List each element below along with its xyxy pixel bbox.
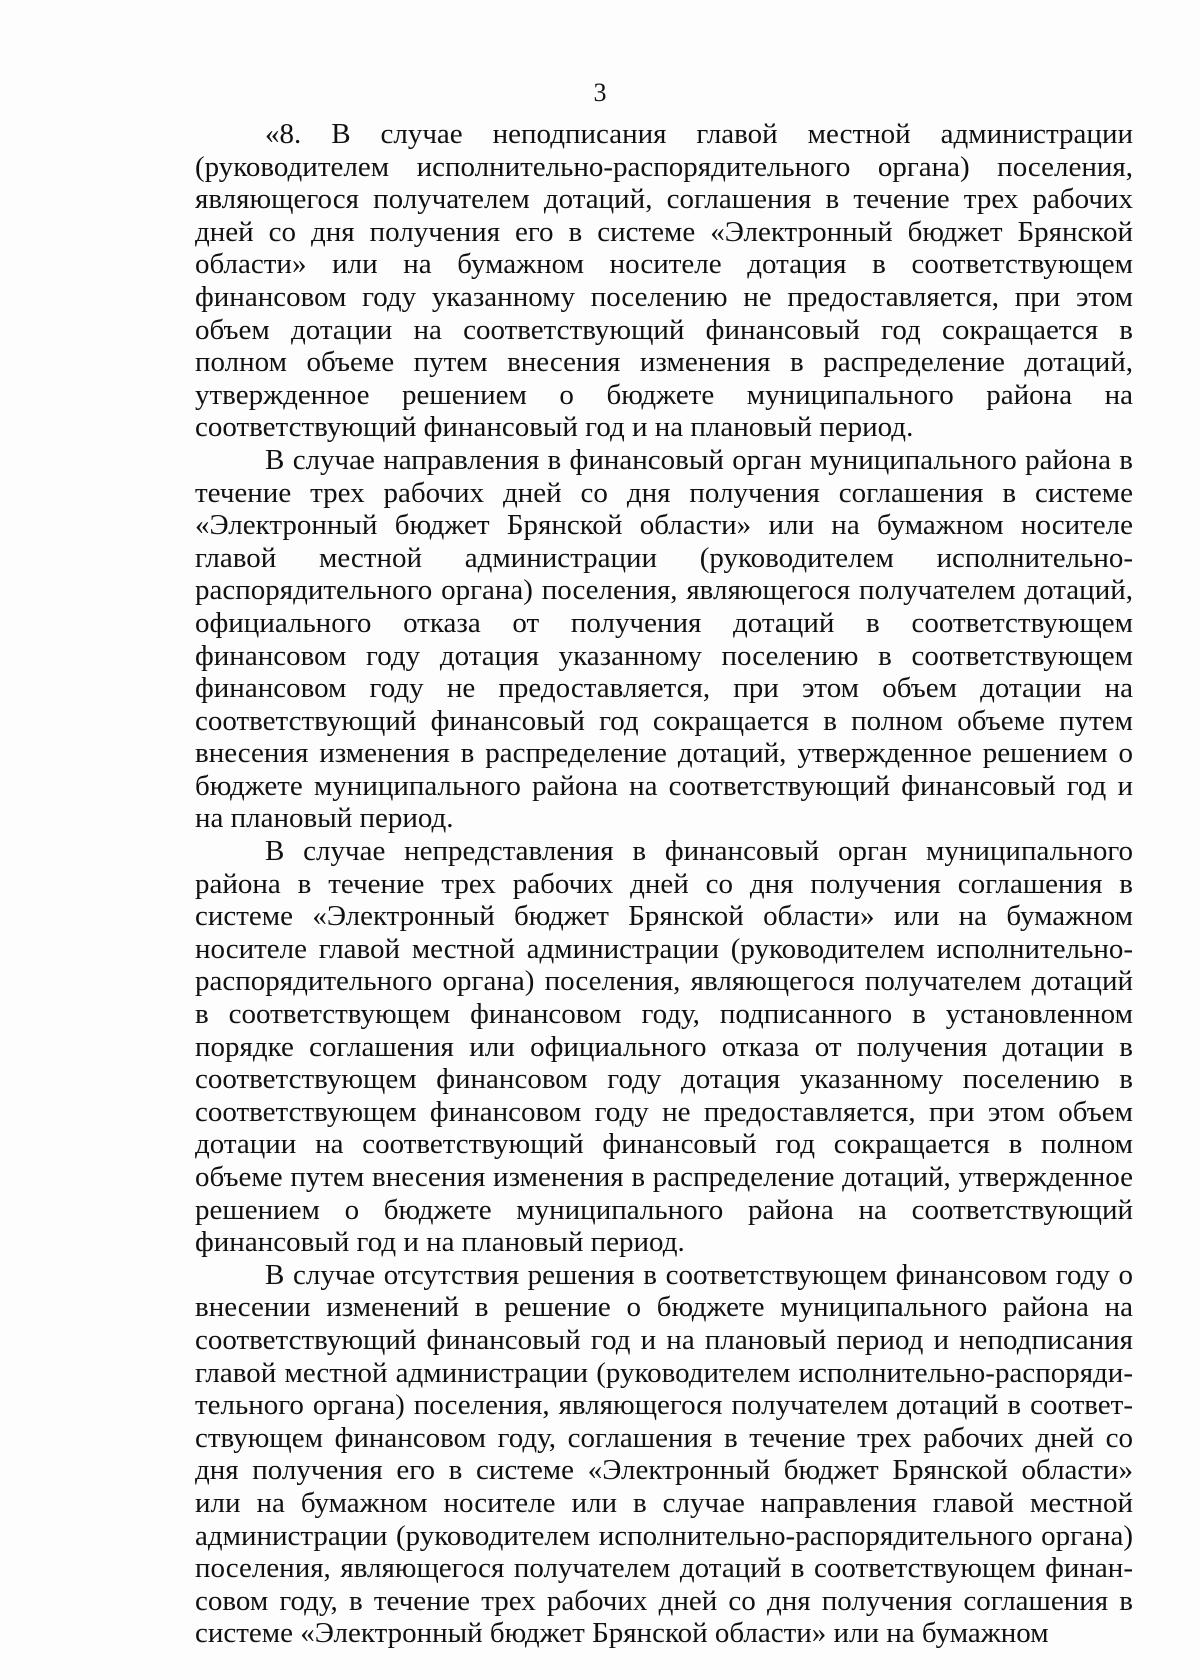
paragraph-2: В случае направления в финансовый орган муниципального района в течение трех рабочих дней со дня получения соглашения в системе «Электронный бюджет Брянской области» или на бумажном носителе главой местной администрации (руководителем исполнительно-распорядительного органа) поселения, являющегося получателем дотаций, официального отказа от получения дотаций в соответствующем финансовом году дотация указанному поселению в соответствующем финансовом году не предоставляется, при этом объем дотации на соответствующий финансовый год сокращается в полном объеме путем внесения изменения в распределение дотаций, утвержденное решением о бюджете муниципального района на соответствующий финансовый год и на плановый период.: [195, 443, 1133, 835]
paragraph-1: «8. В случае неподписания главой местной администрации (руководителем исполнительно-распорядительного органа) поселения, являющегося получателем дотаций, соглашения в течение трех рабочих дней со дня получения его в системе «Электронный бюджет Брянской области» или на бумажном носителе дотация в соответствующем финансовом году указанному поселению не предоставляется, при этом объем дотации на соответствующий финансовый год сокращается в полном объеме путем внесения изменения в распределение дотаций, утвержденное решением о бюджете муниципального района на соответствующий финансовый год и на плановый период.: [195, 118, 1133, 444]
paragraph-3: В случае непредставления в финансовый орган муниципального района в течение трех рабочих дней со дня получения соглашения в системе «Электронный бюджет Брянской области» или на бумажном носителе главой местной администрации (руководителем исполнительно-распорядительного органа) поселения, являющегося получателем дотаций в соответствующем финансовом году, подписанного в установленном порядке соглашения или официального отказа от получения дотации в соответствующем финансовом году дотация указанному поселению в соответствующем финансовом году не предоставляется, при этом объем дотации на соответствующий финансовый год сокращается в полном объеме путем внесения изменения в распределение дотаций, утвержденное решением о бюджете муниципального района на соответствующий финансовый год и на плановый период.: [195, 835, 1133, 1259]
page-number: 3: [593, 78, 607, 107]
document-body: [195, 118, 1133, 1650]
paragraph-4: В случае отсутствия решения в соответствующем финансовом году о внесении изменений в решение о бюджете муниципального района на соответствующий финансовый год и на плановый период и неподписания главой местной администрации (руководителем исполнительно-распорядительного органа) поселения, являющегося получателем дотаций в соответствующем финансовом году, соглашения в течение трех рабочих дней со дня получения его в системе «Электронный бюджет Брянской области» или на бумажном носителе или в случае направления главой местной администрации (руководителем исполнительно-распорядительного органа) поселения, являющегося получателем дотаций в соответствующем финансовом году, в течение трех рабочих дней со дня получения соглашения в системе «Электронный бюджет Брянской области» или на бумажном: [195, 1258, 1133, 1650]
